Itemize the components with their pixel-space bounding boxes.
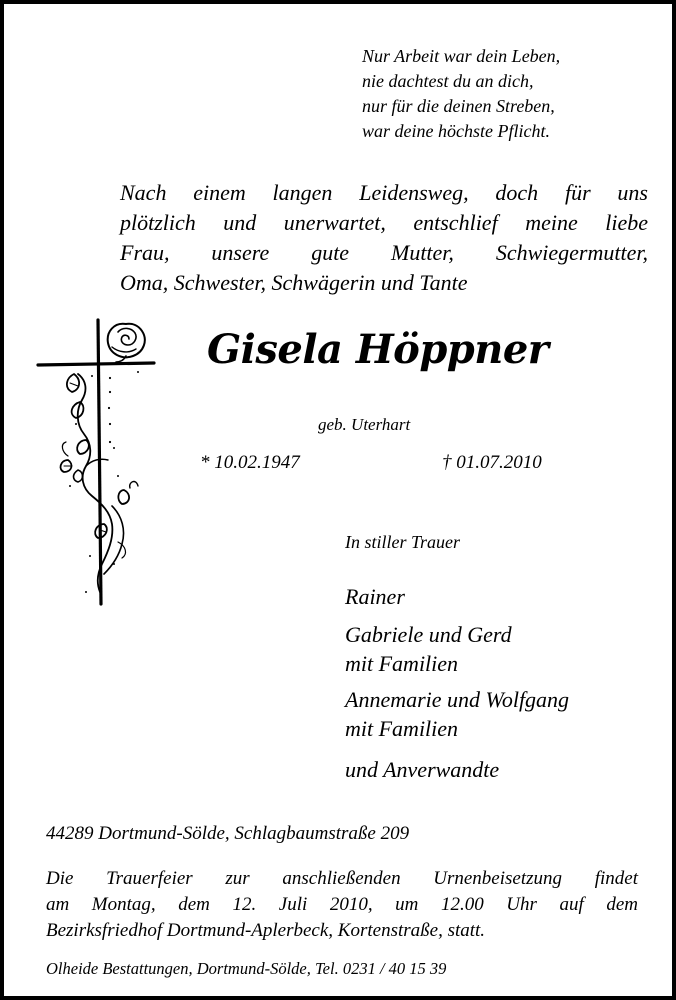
- mourner-entry-suffix: mit Familien: [345, 651, 459, 676]
- funeral-notice: [46, 866, 638, 944]
- mourner-entry: Annemarie und Wolfgang: [345, 687, 570, 712]
- family-address: 44289 Dortmund-Sölde, Schlagbaumstraße 209: [46, 823, 410, 844]
- announcement-line: Nach einem langen Leidensweg, doch für uns: [120, 180, 648, 205]
- death-date: † 01.07.2010: [442, 452, 542, 473]
- poem-line: Nur Arbeit war dein Leben,: [362, 46, 561, 66]
- mourning-header: In stiller Trauer: [345, 532, 461, 552]
- mourner-entry-suffix: mit Familien: [345, 716, 459, 741]
- funeral-notice-line: Bezirksfriedhof Dortmund-Aplerbeck, Kortenstraße, statt.: [46, 920, 486, 941]
- funeral-notice-line: am Montag, dem 12. Juli 2010, um 12.00 Uhr auf dem: [46, 894, 638, 915]
- poem-line: war deine höchste Pflicht.: [362, 121, 550, 141]
- undertaker-info: Olheide Bestattungen, Dortmund-Sölde, Tel. 0231 / 40 15 39: [46, 959, 447, 978]
- mourner-entry: Gabriele und Gerd: [345, 622, 512, 647]
- announcement-line: Frau, unsere gute Mutter, Schwiegermutter,: [120, 240, 648, 265]
- announcement-line: Oma, Schwester, Schwägerin und Tante: [120, 270, 468, 295]
- cross-with-rose-icon: [34, 316, 158, 608]
- funeral-notice-line: Die Trauerfeier zur anschließenden Urnenbeisetzung findet: [46, 868, 638, 889]
- poem-line: nie dachtest du an dich,: [362, 71, 534, 91]
- deceased-name: Gisela Höppner: [207, 326, 549, 373]
- mourner-entry: und Anverwandte: [345, 757, 500, 782]
- memorial-poem: [362, 44, 652, 144]
- announcement-text: [120, 178, 648, 298]
- mourner-entry: Rainer: [345, 584, 405, 609]
- birth-date: * 10.02.1947: [200, 452, 300, 473]
- maiden-name: geb. Uterhart: [318, 415, 411, 434]
- announcement-line: plötzlich und unerwartet, entschlief meine liebe: [120, 210, 648, 235]
- poem-line: nur für die deinen Streben,: [362, 96, 555, 116]
- mourners-list: [345, 582, 645, 784]
